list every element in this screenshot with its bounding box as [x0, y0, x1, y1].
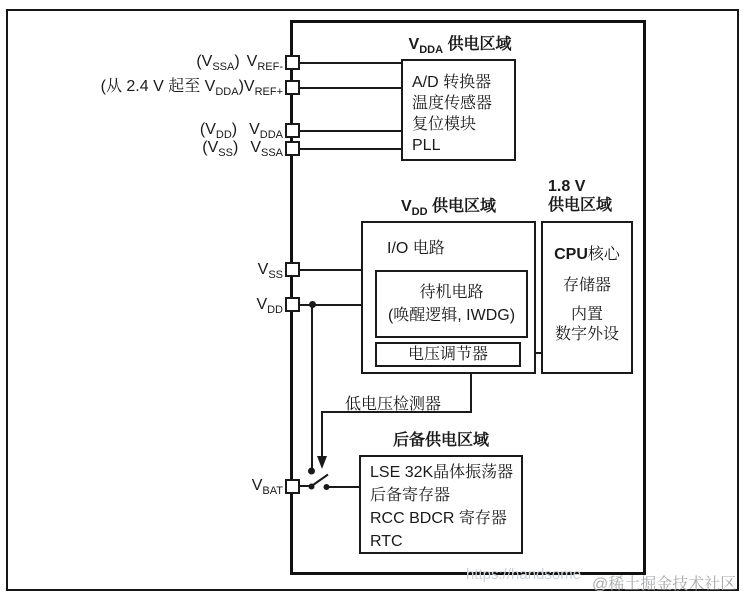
voltage-regulator-box — [375, 342, 521, 367]
wire-vss — [299, 269, 362, 271]
pin-vdd — [285, 297, 300, 312]
pin-name-text: V — [256, 296, 268, 313]
pin-name-text: V — [257, 261, 269, 278]
arrow-down-icon — [317, 456, 327, 469]
pin-alt-text: (V — [199, 121, 216, 138]
backup-item: LSE 32K晶体振荡器 — [370, 464, 514, 481]
pin-vdda — [285, 123, 300, 138]
pin-name-text: V — [251, 477, 263, 494]
backup-item: RCC BDCR 寄存器 — [370, 510, 507, 527]
pin-label-vssa: $(V_{SS})$ $V_{SSA}$ — [202, 139, 283, 160]
power-switch-graphic — [290, 440, 350, 500]
pin-label-vdd: $V_{DD}$ — [256, 296, 283, 317]
pin-vref-plus — [285, 80, 300, 95]
pin-alt-text: (V — [202, 139, 219, 156]
switch-lever — [313, 475, 328, 486]
cpu-core-label: CPU核心 — [554, 246, 620, 263]
standby-detail: (唤醒逻辑, IWDG) — [387, 307, 516, 324]
pin-alt-text: (从 2.4 V 起至 V — [100, 78, 216, 95]
pin-name-text: V — [243, 78, 255, 95]
standby-title: 待机电路 — [419, 284, 484, 301]
pin-name-text: V — [246, 53, 258, 70]
vdda-item: A/D 转换器 — [412, 74, 492, 91]
junction-dot-vdd — [309, 301, 316, 308]
pin-name-text: V — [250, 139, 261, 156]
pin-vss — [285, 262, 300, 277]
standby-circuit-box — [375, 270, 528, 338]
pin-label-vref-minus: $(V_{SSA})$ $V_{REF-}$ — [196, 53, 283, 74]
pin-label-vbat: $V_{BAT}$ — [251, 477, 283, 498]
pin-label-vss: $V_{SS}$ — [257, 261, 283, 282]
builtin-label: 内置 — [570, 306, 603, 323]
wire-vref-plus — [299, 87, 402, 89]
memory-label: 存储器 — [562, 277, 611, 294]
switch-pivot-dot — [324, 484, 330, 490]
vdda-region-title: $V_{DDA}$ 供电区域 — [408, 36, 512, 57]
pin-label-vdda: $(V_{DD})$ $V_{DDA}$ — [199, 121, 283, 142]
wire-vref-minus — [299, 62, 402, 64]
wire-vdda — [299, 130, 402, 132]
watermark-url: https://handsome — [466, 566, 582, 583]
backup-region-box — [359, 455, 523, 554]
vdda-item: PLL — [412, 137, 441, 154]
vdda-item: 复位模块 — [412, 116, 477, 133]
low-voltage-detector-label: 低电压检测器 — [345, 396, 442, 413]
v18-region-title: 1.8 V 供电区域 — [548, 178, 613, 214]
pin-vref-minus — [285, 55, 300, 70]
pin-vssa — [285, 141, 300, 156]
backup-item: 后备寄存器 — [370, 487, 451, 504]
wire-vssa — [299, 148, 402, 150]
vdda-region-box — [401, 59, 516, 161]
io-circuit-label: I/O 电路 — [387, 240, 445, 257]
backup-region-title: 后备供电区域 — [392, 432, 489, 449]
vdd-region-title: $V_{DD}$ 供电区域 — [400, 198, 496, 219]
voltage-regulator-label: 电压调节器 — [407, 346, 488, 363]
digital-peripherals-label: 数字外设 — [554, 326, 619, 343]
switch-contact-dot-vdd — [308, 468, 315, 475]
pin-label-vref-plus: (从 2.4 V 起至 $V_{DDA})V_{REF+}$ — [100, 78, 283, 99]
backup-item: RTC — [370, 533, 403, 550]
watermark-community: @稀土掘金技术社区 — [592, 576, 737, 593]
vdda-item: 温度传感器 — [412, 95, 493, 112]
pin-alt-text: (V — [196, 53, 213, 70]
pin-name-text: V — [249, 121, 260, 138]
